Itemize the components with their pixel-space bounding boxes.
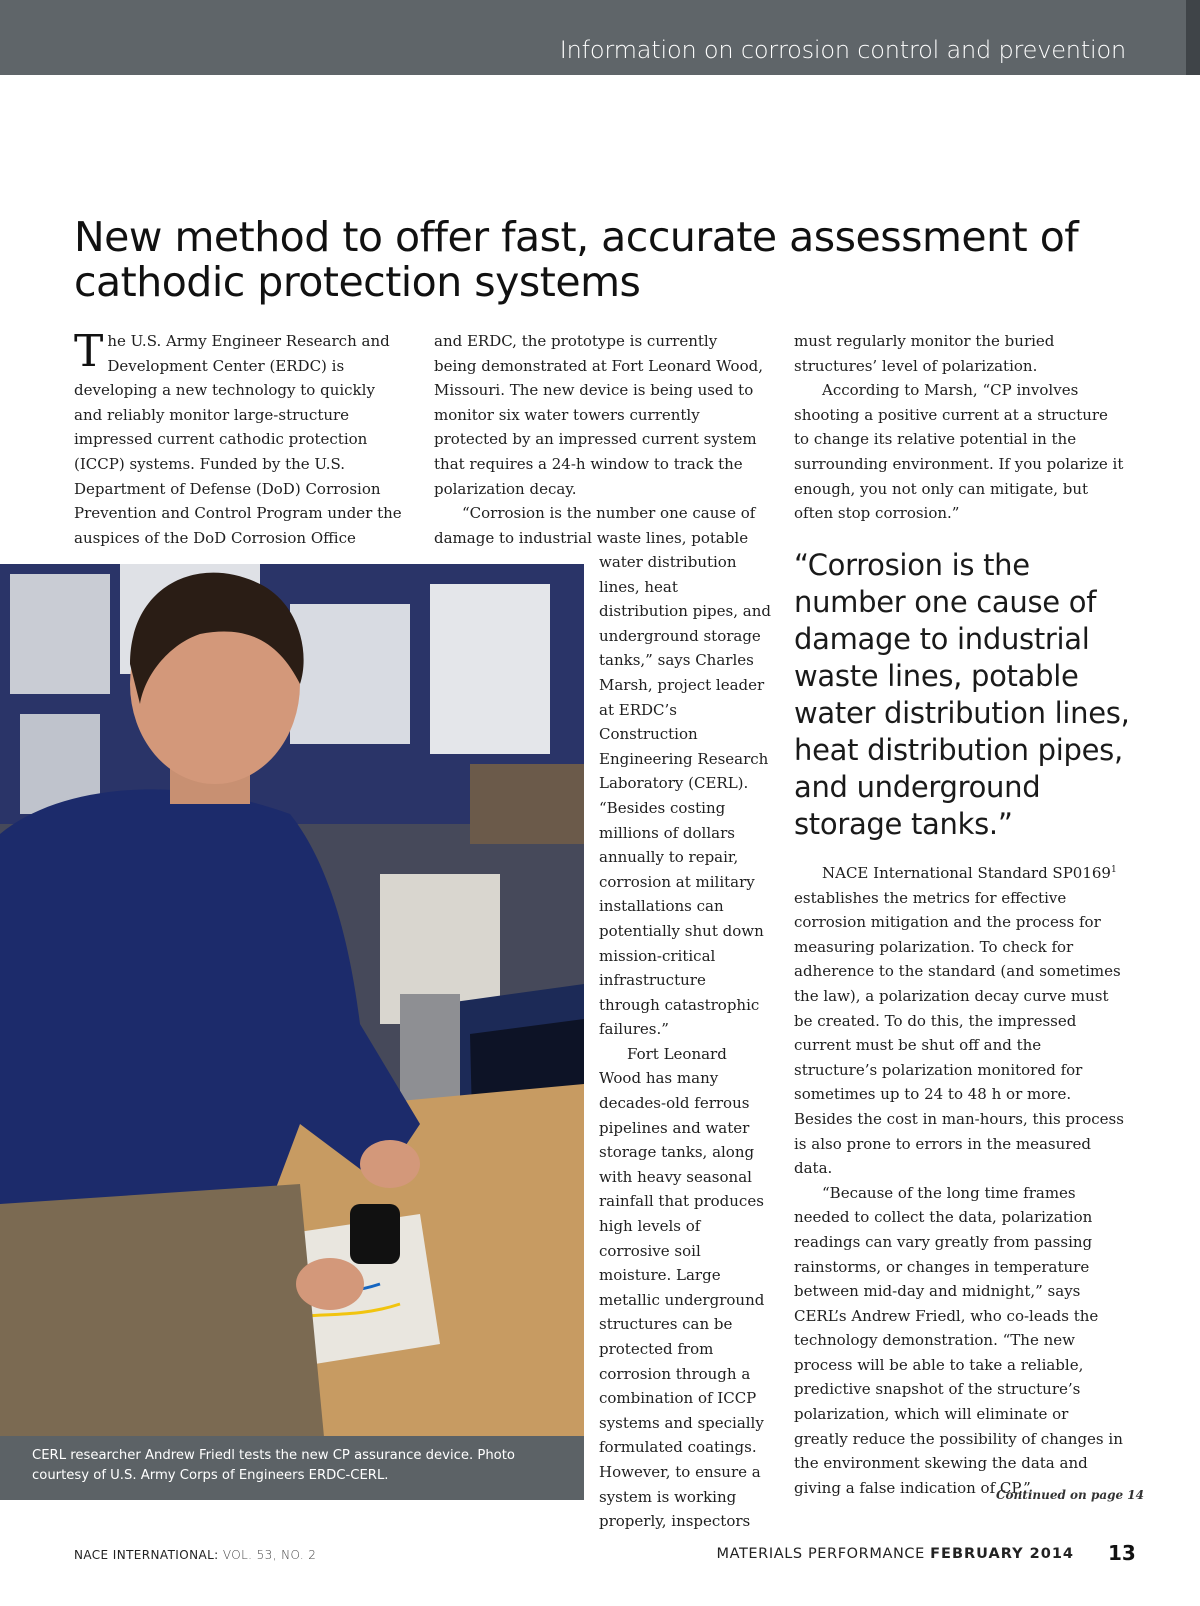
continued-note: Continued on page 14 [996,1488,1145,1502]
article-title: New method to offer fast, accurate assessment of cathodic protection systems [74,213,1079,306]
article-column-3 [794,329,1126,526]
footer-volume: VOL. 53, NO. 2 [218,1548,317,1562]
column-2-paragraph-2: “Corrosion is the number one cause of damage to industrial waste lines, potable [434,504,756,547]
magazine-name: MATERIALS PERFORMANCE [716,1546,925,1562]
column-2b-paragraph-2: Fort Leonard Wood has many decades-old ferrous pipelines and water storage tanks, along with heavy seasonal rainfall that produces high levels of corrosive soil moisture. Large metallic underground structures can be protected from corrosion through a combination of ICCP systems and specially formulated coatings. However, to ensure a system is working properly, inspectors [599,1044,765,1531]
article-column-2 [434,329,764,550]
footnote-marker: 1 [1110,865,1117,875]
column-1-paragraph-1: he U.S. Army Engineer Research and Development Center (ERDC) is developing a new technology to quickly and reliably monitor large-structure impressed current cathodic protection (ICCP) systems. Funded by the U.S. Department of Defense (DoD) Corrosion Prevention and Control Program under the auspices of the DoD Corrosion Office [74,332,402,547]
footer-publication [74,1548,316,1562]
article-column-3-continued [794,858,1126,1500]
footer-magazine [716,1546,1074,1562]
drop-cap: T [74,326,104,377]
column-2-paragraph-1: and ERDC, the prototype is currently being demonstrated at Fort Leonard Wood, Missouri. The new device is being used to monitor six water towers currently protected by an impressed current system that requires a 24-h window to track the polarization decay. [434,332,763,498]
article-column-2-continued [599,550,771,1534]
photo-caption: CERL researcher Andrew Friedl tests the new CP assurance device. Photo courtesy of U.S. Army Corps of Engineers ERDC-CERL. [0,1436,584,1500]
column-3b-paragraph-2: “Because of the long time frames needed to collect the data, polarization readings can vary greatly from passing rainstorms, or changes in temperature between mid-day and midnight,” says CERL’s Andrew Friedl, who co-leads the technology demonstration. “The new process will be able to take a reliable, predictive snapshot of the structure’s polarization, which will eliminate or greatly reduce the possibility of changes in the environment skewing the data and giving a false indication of CP.” [794,1183,1123,1497]
column-2b-paragraph-1: water distribution lines, heat distribution pipes, and underground storage tanks,” says Charles Marsh, project leader at ERDC’s Construction Engineering Research Laboratory (CERL). “Besides costing millions of dollars annually to repair, corrosion at military installations can potentially shut down mission-critical infrastructure through catastrophic failures.” [599,553,771,1039]
standard-reference: NACE International Standard SP0169 [822,864,1111,882]
page-number: 13 [1108,1541,1136,1565]
issue-date: FEBRUARY 2014 [930,1546,1074,1562]
section-header: Information on corrosion control and prevention [559,36,1126,64]
column-3b-paragraph-1: establishes the metrics for effective corrosion mitigation and the process for measuring polarization. To check for adherence to the standard (and sometimes the law), a polarization decay curve must be created. To do this, the impressed current must be shut off and the structure’s polarization monitored for sometimes up to 24 to 48 h or more. Besides the cost in man-hours, this process is also prone to errors in the measured data. [794,888,1124,1178]
article-photo [0,564,584,1500]
header-edge [1186,0,1200,75]
column-3-paragraph-1: must regularly monitor the buried structures’ level of polarization. [794,332,1055,375]
column-3-paragraph-2: According to Marsh, “CP involves shooting a positive current at a structure to change its relative potential in the surrounding environment. If you polarize it enough, you not only can mitigate, but often stop corrosion.” [794,381,1124,523]
article-column-1 [74,326,404,550]
footer-publisher: NACE INTERNATIONAL: [74,1548,219,1562]
pull-quote: “Corrosion is the number one cause of damage to industrial waste lines, potable water distribution lines, heat distribution pipes, and underground storage tanks.” [794,548,1130,841]
